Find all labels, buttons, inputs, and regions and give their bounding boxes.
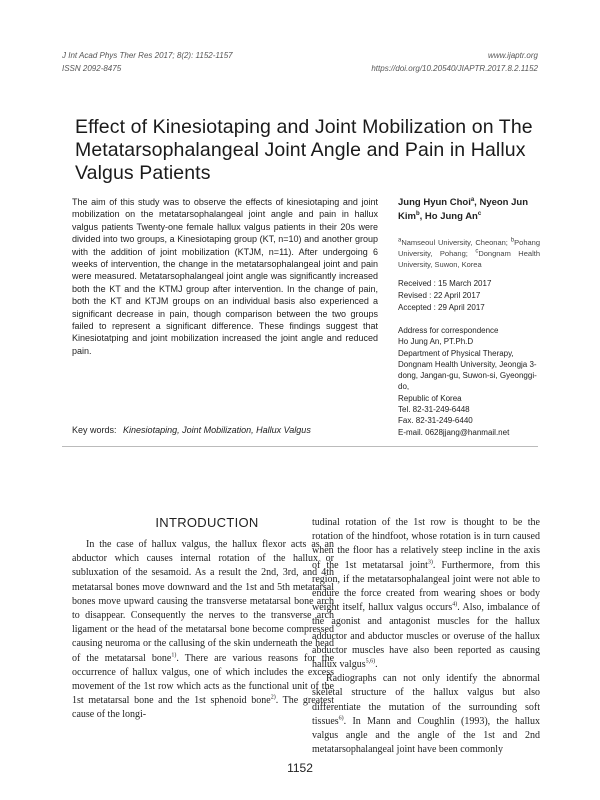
affiliation-b: Pohang University, Pohang; <box>398 238 540 258</box>
correspondence-tel: Tel. 82-31-249-6448 <box>398 405 470 415</box>
affiliation-a: Namseoul University, Cheonan; <box>401 238 508 247</box>
author-affil-mark: c <box>477 210 482 217</box>
body-paragraph: In the case of hallux valgus, the hallux flexor acts as an abductor which causes internal rotation of the hallux or subluxation of the sesamoid. As a result the 2nd, 3rd, and 4th metatarsal bones move downward and the 1st and 5th metatarsal bones move upward causing the transverse metatarsal bone arch to disappear. Consequently the nerves to the transverse arch ligament or the head of the metatarsal bone become compressed causing neuroma or the callusing of the skin underneath the head of the metatarsal bone$^{1)}$. There are various reasons for the occurrence of hallux valgus, one of which includes the excess movement of the 1st row which acts as the functional unit of the 1st metatarsal bone and the 1st sphenoid bone$^{2)}$. The greatest cause of the longi- <box>72 539 335 721</box>
author-affil-mark: b <box>415 210 420 217</box>
body-column-right <box>312 516 540 757</box>
journal-url[interactable]: www.ijaptr.org <box>488 51 538 60</box>
revised-date: Revised : 22 April 2017 <box>398 291 481 300</box>
correspondence-fax: Fax. 82-31-249-6440 <box>398 416 473 426</box>
article-title: Effect of Kinesiotaping and Joint Mobilization on The Metatarsophalangeal Joint Angle and Pain in Hallux Valgus Patients <box>75 116 533 184</box>
correspondence-heading: Address for correspondence <box>398 326 499 335</box>
doi-link[interactable]: https://doi.org/10.20540/JIAPTR.2017.8.2.1152 <box>371 64 538 73</box>
correspondence-dept: Department of Physical Therapy, <box>398 348 514 358</box>
author-name: Ho Jung An <box>424 211 478 222</box>
body-column-left <box>72 538 334 723</box>
affiliations: $^a$Namseoul University, Cheonan; $^b$Pohang University, Pohang; $^c$Dongnam Health University, Suwon, Korea <box>398 237 540 269</box>
author-affil-mark: a <box>470 196 475 203</box>
affiliation-c: Dongnam Health University, Suwon, Korea <box>398 249 540 269</box>
correspondence-name: Ho Jung An, PT.Ph.D <box>398 337 474 347</box>
keywords-label: Key words: <box>72 425 117 435</box>
author-list: Jung Hyun Choi$^a$, Nyeon Jun Kim$^b$, Ho Jung An$^c$ <box>398 196 529 222</box>
issn: ISSN 2092-8475 <box>62 64 122 73</box>
accepted-date: Accepted : 29 April 2017 <box>398 303 485 312</box>
divider <box>62 446 538 447</box>
author-name: Jung Hyun Choi <box>398 197 471 208</box>
abstract: The aim of this study was to observe the effects of kinesiotaping and joint mobilization on the metatarsophalangeal joint angle and pain in hallux valgus patients Twenty-one female hallux valgus patients in their 20s were divided into two groups, a Kinesiotaping group (KT, n=10) and another group with the addition of joint mobilization (KTJM, n=11). After undergoing 6 weeks of intervention, the change in the metatarsophalangeal joint and pain were measured. Metatarsophalangeal joint angle was significantly increased both the KT and the KTMJ group after intervention. In the change of pain, both the KT and KTJM groups on an individual basis also experienced a significant decrease in pain, though comparison between the two groups failed to represent a significant difference. These findings suggest that Kinesiotatping and joint mobilization increased the joint angle and reduced pain. <box>72 197 378 356</box>
journal-links <box>371 49 538 75</box>
received-date: Received : 15 March 2017 <box>398 279 492 288</box>
correspondence-email[interactable]: E-mail. 0628jjang@hanmail.net <box>398 427 510 437</box>
page-number: 1152 <box>287 761 313 775</box>
correspondence <box>398 325 540 438</box>
keywords <box>72 425 311 435</box>
author-name: Nyeon Jun Kim <box>398 197 529 222</box>
body-paragraph: Radiographs can not only identify the abnormal skeletal structure of the hallux valgus but also differentiate the mutation of the surrounding soft tissues$^{6)}$. In Mann and Coughlin (1993), the hallux valgus angle and the angle of the 1st and 2nd metatarsophalangeal joint have been commonly <box>312 673 540 756</box>
journal-header <box>62 49 233 75</box>
section-heading: INTRODUCTION <box>155 515 259 530</box>
article-dates <box>398 278 540 314</box>
journal-citation: J Int Acad Phys Ther Res 2017; 8(2): 1152-1157 <box>62 51 233 60</box>
correspondence-country: Republic of Korea <box>398 393 462 403</box>
keywords-value: Kinesiotaping, Joint Mobilization, Hallux Valgus <box>123 425 311 435</box>
body-paragraph: tudinal rotation of the 1st row is thought to be the rotation of the hindfoot, whose rotation is in turn caused when the floor has a relatively steep incline in the axis of the 1st metatarsal joint$^{3)}$. Furthermore, from this region, if the metatarsophalangeal joint were not able to endure the force created from wearing shoes or body weight itself, hallux valgus occurs$^{4)}$. Also, imbalance of the agonist and antagonist muscles for the hallux adductor and abductor muscles or overuse of the hallux abductor muscles have also been reported as causing hallux valgus$^{5,6)}$. <box>312 517 541 671</box>
correspondence-institution: Dongnam Health University, Jeongja 3-dong, Jangan-gu, Suwon-si, Gyeonggi-do, <box>398 359 537 392</box>
